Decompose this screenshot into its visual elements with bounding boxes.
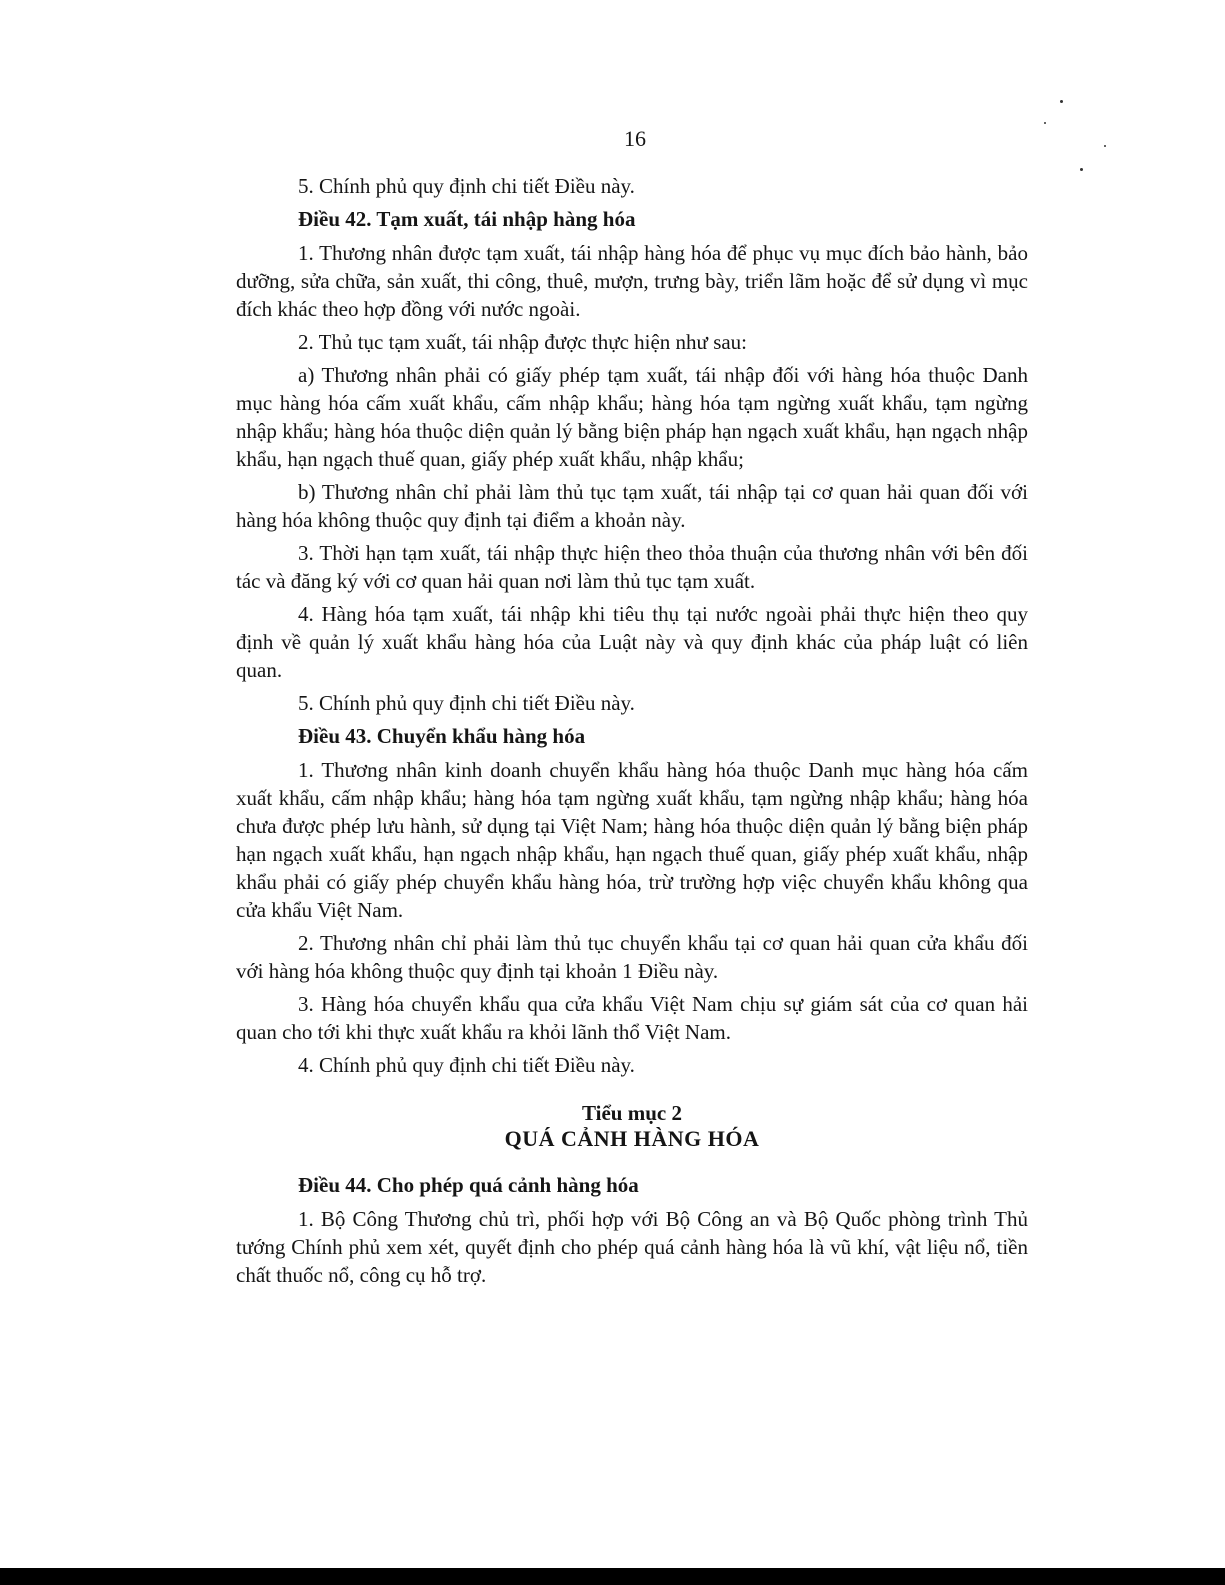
subsection-heading [236,1101,1028,1153]
paragraph: 4. Chính phủ quy định chi tiết Điều này. [298,1053,635,1077]
paragraph: b) Thương nhân chỉ phải làm thủ tục tạm xuất, tái nhập tại cơ quan hải quan đối với hàng hóa không thuộc quy định tại điểm a khoản này. [236,480,1028,532]
paragraph: 2. Thủ tục tạm xuất, tái nhập được thực hiện như sau: [298,330,748,354]
paragraph: 1. Thương nhân kinh doanh chuyển khẩu hàng hóa thuộc Danh mục hàng hóa cấm xuất khẩu, cấm nhập khẩu; hàng hóa tạm ngừng xuất khẩu, tạm ngừng nhập khẩu; hàng hóa chưa được phép lưu hành, sử dụng tại Việt Nam; hàng hóa thuộc diện quản lý bằng biện pháp hạn ngạch xuất khẩu, hạn ngạch nhập khẩu, hạn ngạch thuế quan, giấy phép xuất khẩu, nhập khẩu phải có giấy phép chuyển khẩu hàng hóa, trừ trường hợp việc chuyển khẩu không qua cửa khẩu Việt Nam. [236,758,1028,922]
paragraph: 2. Thương nhân chỉ phải làm thủ tục chuyển khẩu tại cơ quan hải quan cửa khẩu đối với hàng hóa không thuộc quy định tại khoản 1 Điều này. [236,931,1028,983]
scan-speck [1080,168,1083,171]
scan-speck [1104,145,1106,147]
page-number: 16 [624,126,646,151]
paragraph: 3. Thời hạn tạm xuất, tái nhập thực hiện theo thỏa thuận của thương nhân với bên đối tác và đăng ký với cơ quan hải quan nơi làm thủ tục tạm xuất. [236,541,1028,593]
article-heading: Điều 44. Cho phép quá cảnh hàng hóa [298,1173,639,1197]
paragraph: 4. Hàng hóa tạm xuất, tái nhập khi tiêu thụ tại nước ngoài phải thực hiện theo quy định về quản lý xuất khẩu hàng hóa của Luật này và quy định khác của pháp luật có liên quan. [236,602,1028,682]
paragraph: a) Thương nhân phải có giấy phép tạm xuất, tái nhập đối với hàng hóa thuộc Danh mục hàng hóa cấm xuất khẩu, cấm nhập khẩu; hàng hóa tạm ngừng xuất khẩu, tạm ngừng nhập khẩu; hàng hóa thuộc diện quản lý bằng biện pháp hạn ngạch xuất khẩu, hạn ngạch nhập khẩu, hạn ngạch thuế quan, giấy phép xuất khẩu, nhập khẩu; [236,363,1028,471]
paragraph: 1. Bộ Công Thương chủ trì, phối hợp với Bộ Công an và Bộ Quốc phòng trình Thủ tướng Chính phủ xem xét, quyết định cho phép quá cảnh hàng hóa là vũ khí, vật liệu nổ, tiền chất thuốc nổ, công cụ hỗ trợ. [236,1207,1028,1287]
paragraph: 3. Hàng hóa chuyển khẩu qua cửa khẩu Việt Nam chịu sự giám sát của cơ quan hải quan cho tới khi thực xuất khẩu ra khỏi lãnh thổ Việt Nam. [236,992,1028,1044]
scan-speck [1044,122,1046,124]
article-heading: Điều 42. Tạm xuất, tái nhập hàng hóa [298,207,636,231]
subsection-label: Tiểu mục 2 [582,1101,682,1125]
scan-bottom-edge [0,1568,1225,1585]
article-heading: Điều 43. Chuyển khẩu hàng hóa [298,724,586,748]
subsection-title: QUÁ CẢNH HÀNG HÓA [504,1126,760,1151]
paragraph: 5. Chính phủ quy định chi tiết Điều này. [298,691,635,715]
document-body [236,172,1028,1294]
paragraph: 5. Chính phủ quy định chi tiết Điều này. [298,174,635,198]
scan-speck [1060,100,1063,103]
paragraph: 1. Thương nhân được tạm xuất, tái nhập hàng hóa để phục vụ mục đích bảo hành, bảo dưỡng, sửa chữa, sản xuất, thi công, thuê, mượn, trưng bày, triển lãm hoặc để sử dụng vì mục đích khác theo hợp đồng với nước ngoài. [236,241,1028,321]
